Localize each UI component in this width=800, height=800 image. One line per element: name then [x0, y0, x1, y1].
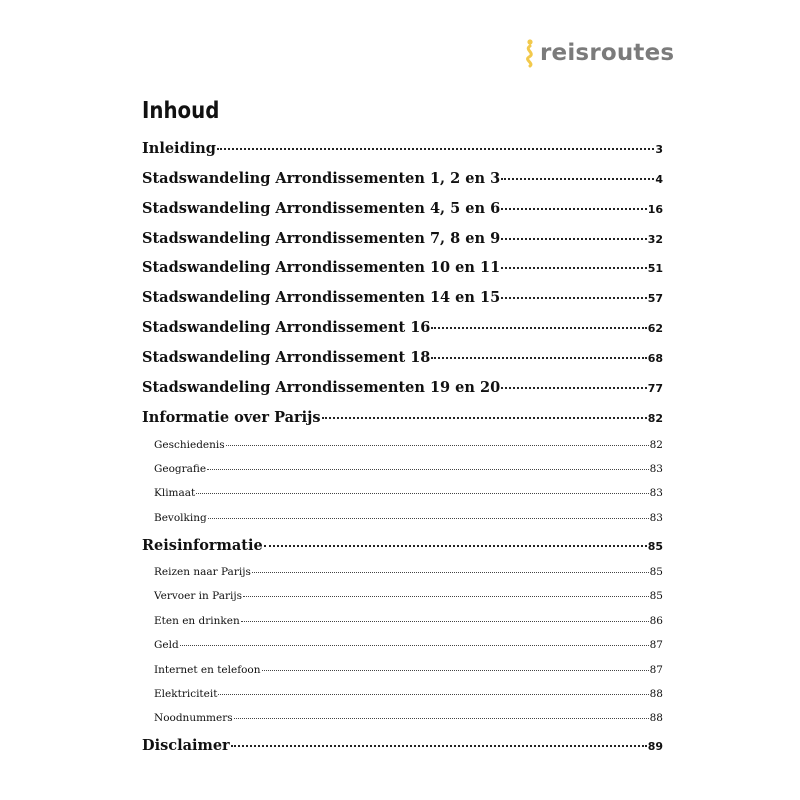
toc-page-number: 82 — [647, 412, 663, 425]
toc-subentry[interactable] — [154, 639, 663, 653]
route-icon — [522, 38, 538, 68]
toc-entry-label: Stadswandeling Arrondissementen 4, 5 en 6 — [142, 200, 501, 217]
page-title: Inhoud — [142, 98, 220, 124]
toc-entry-label: Eten en drinken — [154, 615, 240, 627]
toc-page-number: 83 — [649, 487, 663, 499]
toc-entry[interactable] — [142, 170, 663, 190]
toc-subentry[interactable] — [154, 590, 663, 604]
toc-entry-label: Informatie over Parijs — [142, 409, 321, 426]
toc-entry-label: Noodnummers — [154, 712, 233, 724]
dot-leader — [501, 266, 647, 269]
toc-page-number: 86 — [649, 615, 663, 627]
toc-entry-label: Geografie — [154, 463, 207, 475]
dot-leader — [431, 356, 646, 359]
toc-page-number: 3 — [655, 143, 663, 156]
toc-entry[interactable] — [142, 349, 663, 369]
toc-subentry[interactable] — [154, 615, 663, 629]
dot-leader — [196, 492, 648, 494]
toc-entry[interactable] — [142, 319, 663, 339]
dot-leader — [501, 207, 646, 210]
toc-entry-label: Internet en telefoon — [154, 664, 261, 676]
dot-leader — [501, 386, 647, 389]
toc-page-number: 57 — [647, 292, 663, 305]
toc-entry-label: Stadswandeling Arrondissementen 1, 2 en 3 — [142, 170, 501, 187]
toc-entry-label: Disclaimer — [142, 737, 230, 754]
toc-entry-label: Geld — [154, 639, 179, 651]
toc-page-number: 32 — [647, 233, 663, 246]
toc-page-number: 51 — [647, 262, 663, 275]
toc-subentry[interactable] — [154, 463, 663, 477]
toc-page-number: 88 — [649, 712, 663, 724]
toc-entry-label: Stadswandeling Arrondissementen 7, 8 en 9 — [142, 230, 501, 247]
toc-page-number: 82 — [649, 439, 663, 451]
toc-entry-label: Elektriciteit — [154, 688, 218, 700]
toc-entry[interactable] — [142, 230, 663, 250]
toc-page-number: 83 — [649, 463, 663, 475]
toc-page-number: 77 — [647, 382, 663, 395]
toc-page-number: 85 — [647, 540, 663, 553]
toc-subentry[interactable] — [154, 566, 663, 580]
toc-page-number: 85 — [649, 566, 663, 578]
dot-leader — [218, 693, 648, 695]
toc-entry-label: Stadswandeling Arrondissement 18 — [142, 349, 431, 366]
toc-entry[interactable] — [142, 259, 663, 279]
toc-entry[interactable] — [142, 379, 663, 399]
toc-entry-label: Klimaat — [154, 487, 196, 499]
dot-leader — [241, 620, 649, 622]
brand-logo — [522, 38, 674, 68]
dot-leader — [226, 444, 649, 446]
toc-subentry[interactable] — [154, 688, 663, 702]
toc-page-number: 4 — [655, 173, 663, 186]
logo-text: reisroutes — [540, 40, 675, 66]
toc-entry-label: Geschiedenis — [154, 439, 225, 451]
dot-leader — [243, 595, 649, 597]
dot-leader — [262, 669, 649, 671]
dot-leader — [501, 237, 646, 240]
toc-page-number: 89 — [647, 740, 663, 753]
toc-page-number: 83 — [649, 512, 663, 524]
toc-page-number: 87 — [649, 664, 663, 676]
toc-entry-label: Reisinformatie — [142, 537, 263, 554]
dot-leader — [252, 571, 649, 573]
dot-leader — [180, 644, 649, 646]
toc-entry[interactable] — [142, 200, 663, 220]
toc-page-number: 85 — [649, 590, 663, 602]
dot-leader — [217, 147, 654, 150]
dot-leader — [501, 177, 654, 180]
dot-leader — [234, 717, 649, 719]
toc-entry-label: Reizen naar Parijs — [154, 566, 251, 578]
dot-leader — [207, 468, 648, 470]
dot-leader — [264, 544, 647, 547]
toc-page-number: 68 — [647, 352, 663, 365]
dot-leader — [501, 296, 647, 299]
dot-leader — [322, 416, 647, 419]
dot-leader — [431, 326, 646, 329]
toc-entry-label: Inleiding — [142, 140, 216, 157]
toc-entry-label: Stadswandeling Arrondissement 16 — [142, 319, 431, 336]
toc-entry[interactable] — [142, 737, 663, 757]
toc-entry[interactable] — [142, 289, 663, 309]
toc-subentry[interactable] — [154, 512, 663, 526]
dot-leader — [208, 517, 649, 519]
dot-leader — [231, 744, 647, 747]
toc-page-number: 88 — [649, 688, 663, 700]
toc-page-number: 87 — [649, 639, 663, 651]
toc-subentry[interactable] — [154, 487, 663, 501]
toc-subentry[interactable] — [154, 712, 663, 726]
toc-entry-label: Bevolking — [154, 512, 207, 524]
toc-entry-label: Stadswandeling Arrondissementen 19 en 20 — [142, 379, 501, 396]
toc-entry[interactable] — [142, 140, 663, 160]
toc-subentry[interactable] — [154, 664, 663, 678]
toc-entry-label: Stadswandeling Arrondissementen 10 en 11 — [142, 259, 501, 276]
toc-entry-label: Stadswandeling Arrondissementen 14 en 15 — [142, 289, 501, 306]
toc-entry[interactable] — [142, 409, 663, 429]
toc-entry[interactable] — [142, 537, 663, 557]
toc-page-number: 16 — [647, 203, 663, 216]
toc-subentry[interactable] — [154, 439, 663, 453]
toc-page-number: 62 — [647, 322, 663, 335]
toc-entry-label: Vervoer in Parijs — [154, 590, 243, 602]
